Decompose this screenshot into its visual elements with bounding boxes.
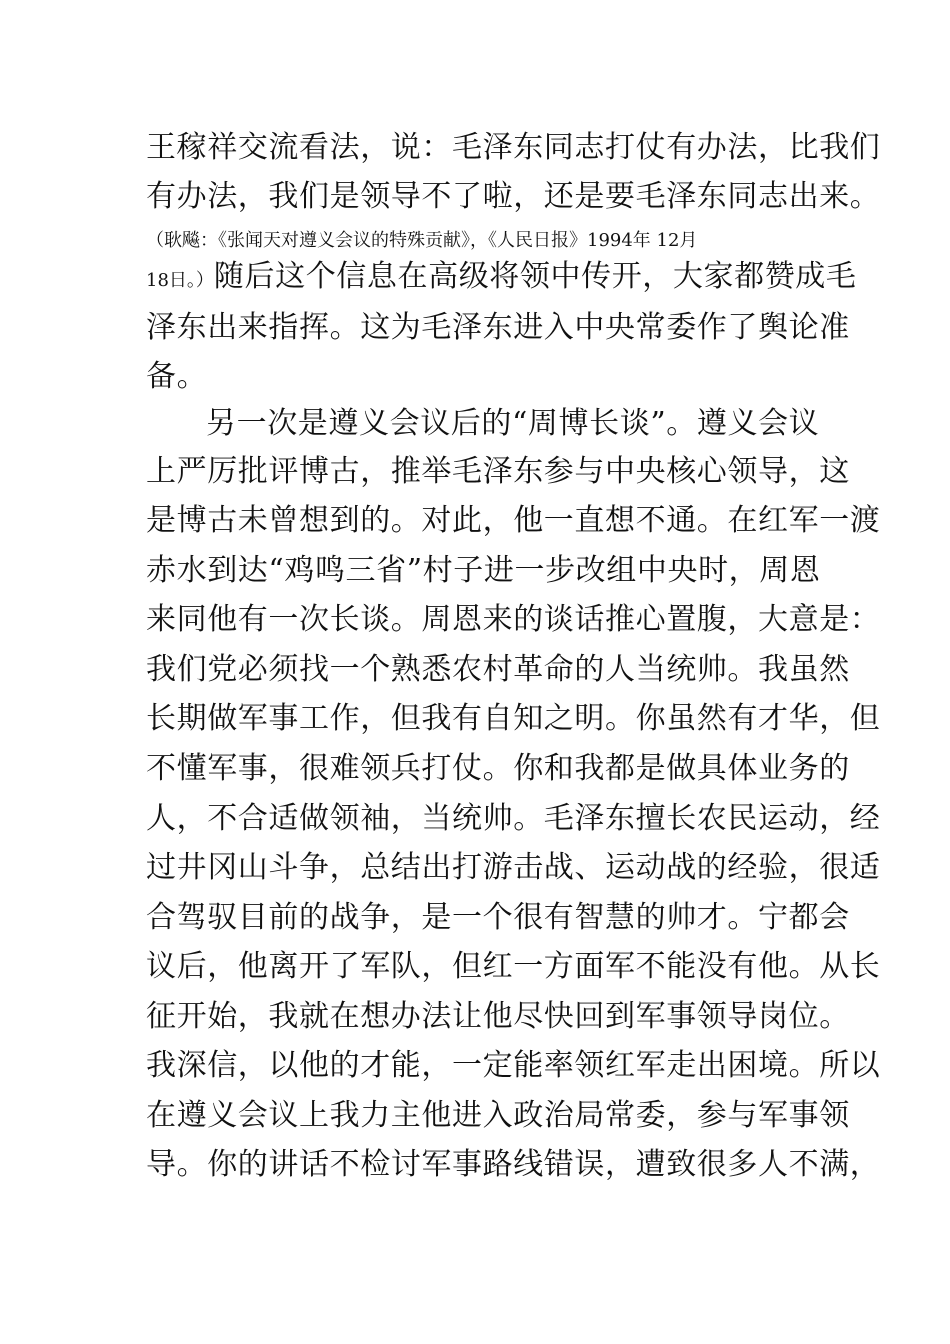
text-line: 不懂军事，很难领兵打仗。你和我都是做具体业务的: [146, 751, 850, 786]
text-line: 人，不合适做领袖，当统帅。毛泽东擅长农民运动，经: [146, 801, 881, 836]
text-line: 泽东出来指挥。这为毛泽东进入中央常委作了舆论准: [146, 310, 850, 345]
text-line: 合驾驭目前的战争，是一个很有智慧的帅才。宁都会: [146, 900, 850, 935]
text-line: 上严厉批评博古，推举毛泽东参与中央核心领导，这: [146, 454, 850, 489]
text-line: 长期做军事工作，但我有自知之明。你虽然有才华，但: [146, 701, 881, 736]
text-line: 导。你的讲话不检讨军事路线错误，遭致很多人不满，: [146, 1147, 881, 1182]
text-line: 征开始，我就在想办法让他尽快回到军事领导岗位。: [146, 999, 850, 1034]
text-fragment: 随后这个信息在高级将领中传开，大家都赞成毛: [213, 259, 857, 294]
text-line: 我们党必须找一个熟悉农村革命的人当统帅。我虽然: [146, 652, 850, 687]
citation-line: （耿飚：《张闻天对遵义会议的特殊贡献》，《人民日报》1994年 12月: [146, 230, 698, 251]
text-line: 我深信，以他的才能，一定能率领红军走出困境。所以: [146, 1048, 881, 1083]
text-line: 来同他有一次长谈。周恩来的谈话推心置腹，大意是：: [146, 602, 881, 637]
text-line: 在遵义会议上我力主他进入政治局常委，参与军事领: [146, 1098, 850, 1133]
text-line: 有办法，我们是领导不了啦，还是要毛泽东同志出来。: [146, 179, 881, 214]
text-line: 过井冈山斗争，总结出打游击战、运动战的经验，很适: [146, 850, 881, 885]
text-line: 赤水到达“鸡鸣三省”村子进一步改组中央时，周恩: [146, 553, 821, 588]
text-line-with-citation: [146, 258, 857, 300]
citation-end: 18日。）: [146, 270, 214, 291]
text-line: 是博古未曾想到的。对此，他一直想不通。在红军一渡: [146, 503, 881, 538]
text-line: 王稼祥交流看法，说：毛泽东同志打仗有办法，比我们: [146, 130, 881, 165]
text-line: 备。: [146, 359, 208, 394]
paragraph-first-line: 另一次是遵义会议后的“周博长谈”。遵义会议: [206, 406, 820, 441]
text-line: 议后，他离开了军队，但红一方面军不能没有他。从长: [146, 949, 881, 984]
